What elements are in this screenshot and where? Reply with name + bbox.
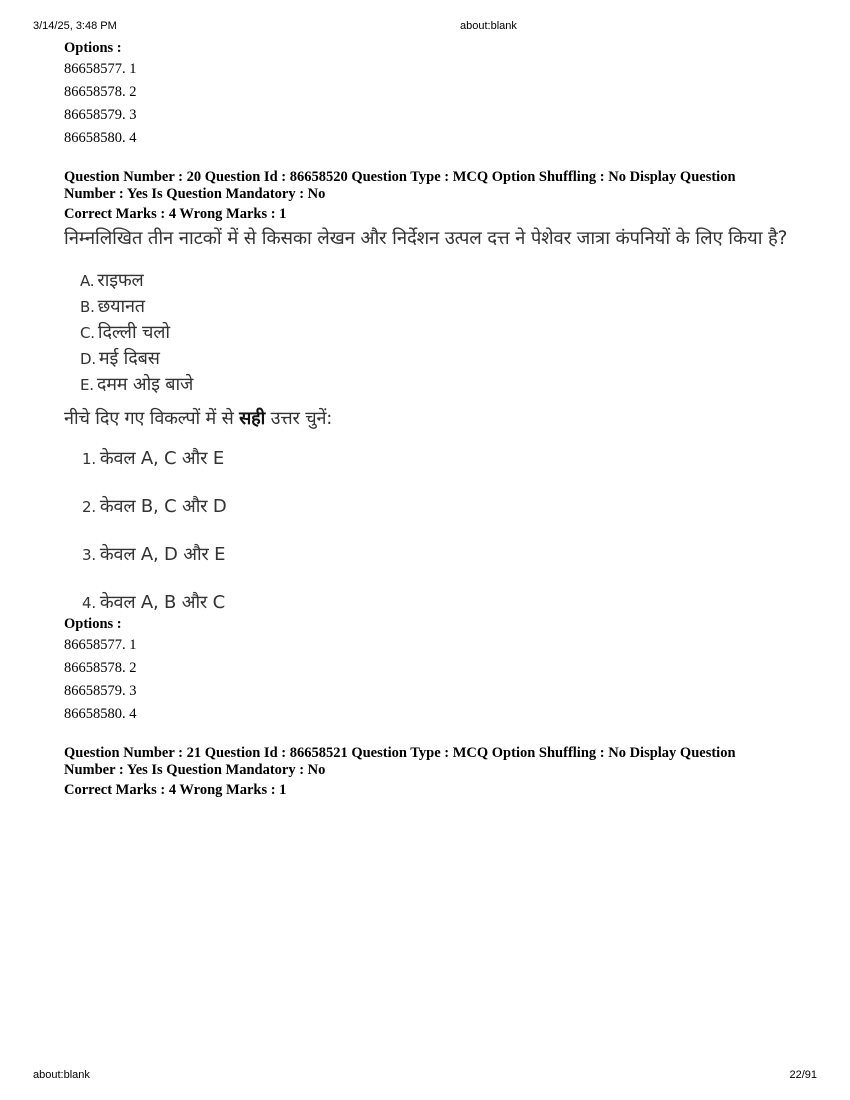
answer-choice	[82, 544, 794, 566]
instruction-text: नीचे दिए गए विकल्पों में से	[64, 408, 240, 429]
statement-text: मई दिबस	[98, 348, 160, 369]
print-datetime: 3/14/25, 3:48 PM	[33, 20, 117, 32]
choice-text: केवल A, C और E	[99, 448, 224, 469]
question-marks: Correct Marks : 4 Wrong Marks : 1	[64, 782, 287, 798]
question-meta-line: Number : Yes Is Question Mandatory : No	[64, 762, 326, 778]
question-meta-line: Question Number : 20 Question Id : 86658520 Question Type : MCQ Option Shuffling : No Display Question	[64, 169, 736, 185]
option-id: 86658579. 3	[64, 107, 137, 123]
choice-text: केवल A, B और C	[99, 592, 225, 613]
statement-text: छयानत	[97, 296, 145, 317]
statement-text: दमम ओइ बाजे	[96, 374, 194, 395]
statement-label: A.	[80, 272, 95, 290]
statement-text: दिल्ली चलो	[97, 322, 170, 343]
statement-label: E.	[80, 376, 94, 394]
question-text: निम्नलिखित तीन नाटकों में से किसका लेखन और निर्देशन उत्पल दत्त ने पेशेवर जात्रा कंपनियों के लिए किया है?	[64, 228, 788, 249]
answer-choice	[82, 448, 794, 470]
option-id: 86658579. 3	[64, 683, 137, 699]
statement-text: राइफल	[97, 270, 144, 291]
instruction-text: उत्तर चुनें:	[265, 408, 333, 429]
page-content	[64, 40, 794, 799]
question-meta-line: Question Number : 21 Question Id : 86658521 Question Type : MCQ Option Shuffling : No Display Question	[64, 745, 736, 761]
option-id: 86658580. 4	[64, 706, 137, 722]
option-id: 86658578. 2	[64, 84, 137, 100]
question-21-meta	[64, 745, 794, 799]
option-id: 86658578. 2	[64, 660, 137, 676]
print-url: about:blank	[460, 20, 517, 32]
choice-number: 2.	[82, 498, 96, 516]
statement-list	[80, 268, 794, 398]
statement-item	[80, 320, 794, 346]
question-marks: Correct Marks : 4 Wrong Marks : 1	[64, 206, 287, 222]
choice-text: केवल B, C और D	[99, 496, 227, 517]
statement-item	[80, 268, 794, 294]
statement-label: C.	[80, 324, 95, 342]
options-label: Options :	[64, 616, 122, 632]
option-id: 86658577. 1	[64, 637, 137, 653]
question-20-meta	[64, 169, 794, 223]
footer-url: about:blank	[33, 1069, 90, 1081]
answer-choice	[82, 592, 794, 614]
statement-item	[80, 294, 794, 320]
option-id: 86658580. 4	[64, 130, 137, 146]
option-id: 86658577. 1	[64, 61, 137, 77]
statement-label: B.	[80, 298, 95, 316]
instruction-emphasis: सही	[239, 408, 266, 429]
prev-options-block	[64, 40, 794, 150]
page-number: 22/91	[789, 1069, 817, 1081]
answer-instruction	[64, 406, 794, 432]
statement-label: D.	[80, 350, 96, 368]
question-meta-line: Number : Yes Is Question Mandatory : No	[64, 186, 326, 202]
choice-text: केवल A, D और E	[99, 544, 226, 565]
choice-number: 1.	[82, 450, 96, 468]
choice-number: 3.	[82, 546, 96, 564]
answer-choices	[82, 448, 794, 614]
choice-number: 4.	[82, 594, 96, 612]
answer-choice	[82, 496, 794, 518]
question-20-body	[64, 226, 794, 614]
statement-item	[80, 372, 794, 398]
question-20-options	[64, 616, 794, 726]
statement-item	[80, 346, 794, 372]
options-label: Options :	[64, 40, 122, 56]
